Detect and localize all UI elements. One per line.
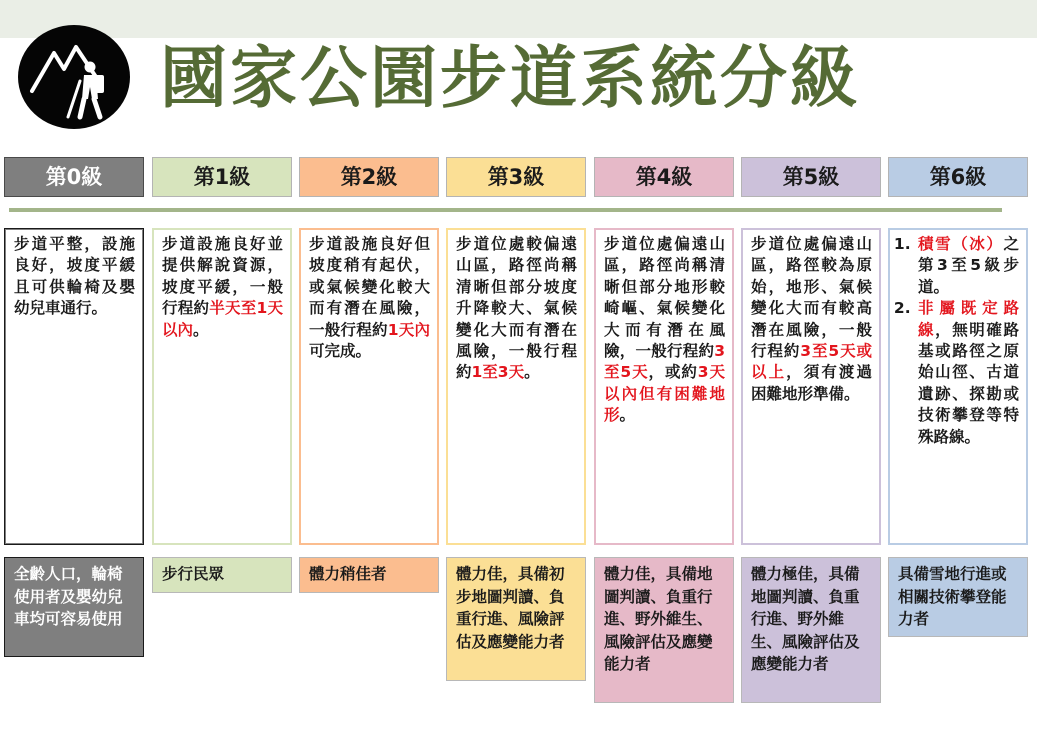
- level-2-audience: 體力稍佳者: [299, 557, 439, 593]
- level-5-description: [741, 228, 881, 545]
- description-text: 步道位處偏遠山區，路徑尚稱清晰但部分地形較崎嶇、氣候變化大而有潛在風險，一般行程約: [604, 235, 725, 361]
- hiker-mountain-icon: [18, 25, 130, 129]
- level-6-header: 第6級: [888, 157, 1028, 197]
- level-1-description: [152, 228, 292, 545]
- description-text: ，須有渡過困難地形準備。: [751, 363, 872, 403]
- level-4-header: 第4級: [594, 157, 734, 197]
- highlight-text: 半天至1天以內: [162, 299, 283, 339]
- level-3-audience: 體力佳，具備初步地圖判讀、負重行進、風險評估及應變能力者: [446, 557, 586, 681]
- level-6-description: [888, 228, 1028, 545]
- highlight-text: 1至3天: [471, 363, 525, 382]
- level-1-header: 第1級: [152, 157, 292, 197]
- description-text: ，或約: [648, 363, 698, 382]
- description-text: 步道平整，設施良好，坡度平緩且可供輪椅及嬰幼兒車通行。: [14, 235, 135, 318]
- level-4-description: [594, 228, 734, 545]
- description-text: 步道位處偏遠山區，路徑較為原始，地形、氣候變化大而有較高潛在風險，一般行程約: [751, 235, 872, 361]
- highlight-text: 積雪（冰）: [918, 235, 1004, 253]
- level-6-audience: 具備雪地行進或相關技術攀登能力者: [888, 557, 1028, 637]
- top-band: [0, 0, 1037, 38]
- highlight-text: 1天內: [387, 320, 430, 339]
- level-0-description: [4, 228, 144, 545]
- level-2-description: [299, 228, 439, 545]
- level-0-header: 第0級: [4, 157, 144, 197]
- description-text: 之第3至5級步道。: [918, 235, 1019, 296]
- level-3-header: 第3級: [446, 157, 586, 197]
- description-list-item: [916, 234, 1019, 298]
- level-3-description: [446, 228, 586, 545]
- description-list: [898, 234, 1019, 448]
- level-5-audience: 體力極佳，具備地圖判讀、負重行進、野外維生、風險評估及應變能力者: [741, 557, 881, 703]
- highlight-text: 3至5天或以上: [751, 342, 872, 382]
- level-2-header: 第2級: [299, 157, 439, 197]
- description-text: 。: [193, 320, 209, 339]
- highlight-text: 3天以內但有困難地形: [604, 363, 725, 425]
- highlight-text: 3至5天: [604, 342, 725, 382]
- level-5-header: 第5級: [741, 157, 881, 197]
- description-text: 。: [524, 363, 540, 382]
- description-text: 步道設施良好並提供解說資源，坡度平緩，一般行程約: [162, 235, 283, 318]
- divider: [9, 208, 1002, 212]
- level-1-audience: 步行民眾: [152, 557, 292, 593]
- description-text: 。: [619, 406, 636, 425]
- description-list-item: [916, 298, 1019, 448]
- description-text: 可完成。: [309, 342, 372, 361]
- description-text: 步道位處較偏遠山區，路徑尚稱清晰但部分坡度升降較大、氣候變化大而有潛在風險，一般行程約: [456, 235, 577, 382]
- page-title: 國家公園步道系統分級: [160, 39, 860, 117]
- description-text: ，無明確路基或路徑之原始山徑、古道遺跡、探勘或技術攀登等特殊路線。: [918, 320, 1019, 446]
- level-4-audience: 體力佳，具備地圖判讀、負重行進、野外維生、風險評估及應變能力者: [594, 557, 734, 703]
- highlight-text: 非屬既定路線: [918, 299, 1019, 339]
- level-0-audience: 全齡人口，輪椅使用者及嬰幼兒車均可容易使用: [4, 557, 144, 657]
- description-text: 步道設施良好但坡度稍有起伏，或氣候變化較大而有潛在風險，一般行程約: [309, 235, 430, 339]
